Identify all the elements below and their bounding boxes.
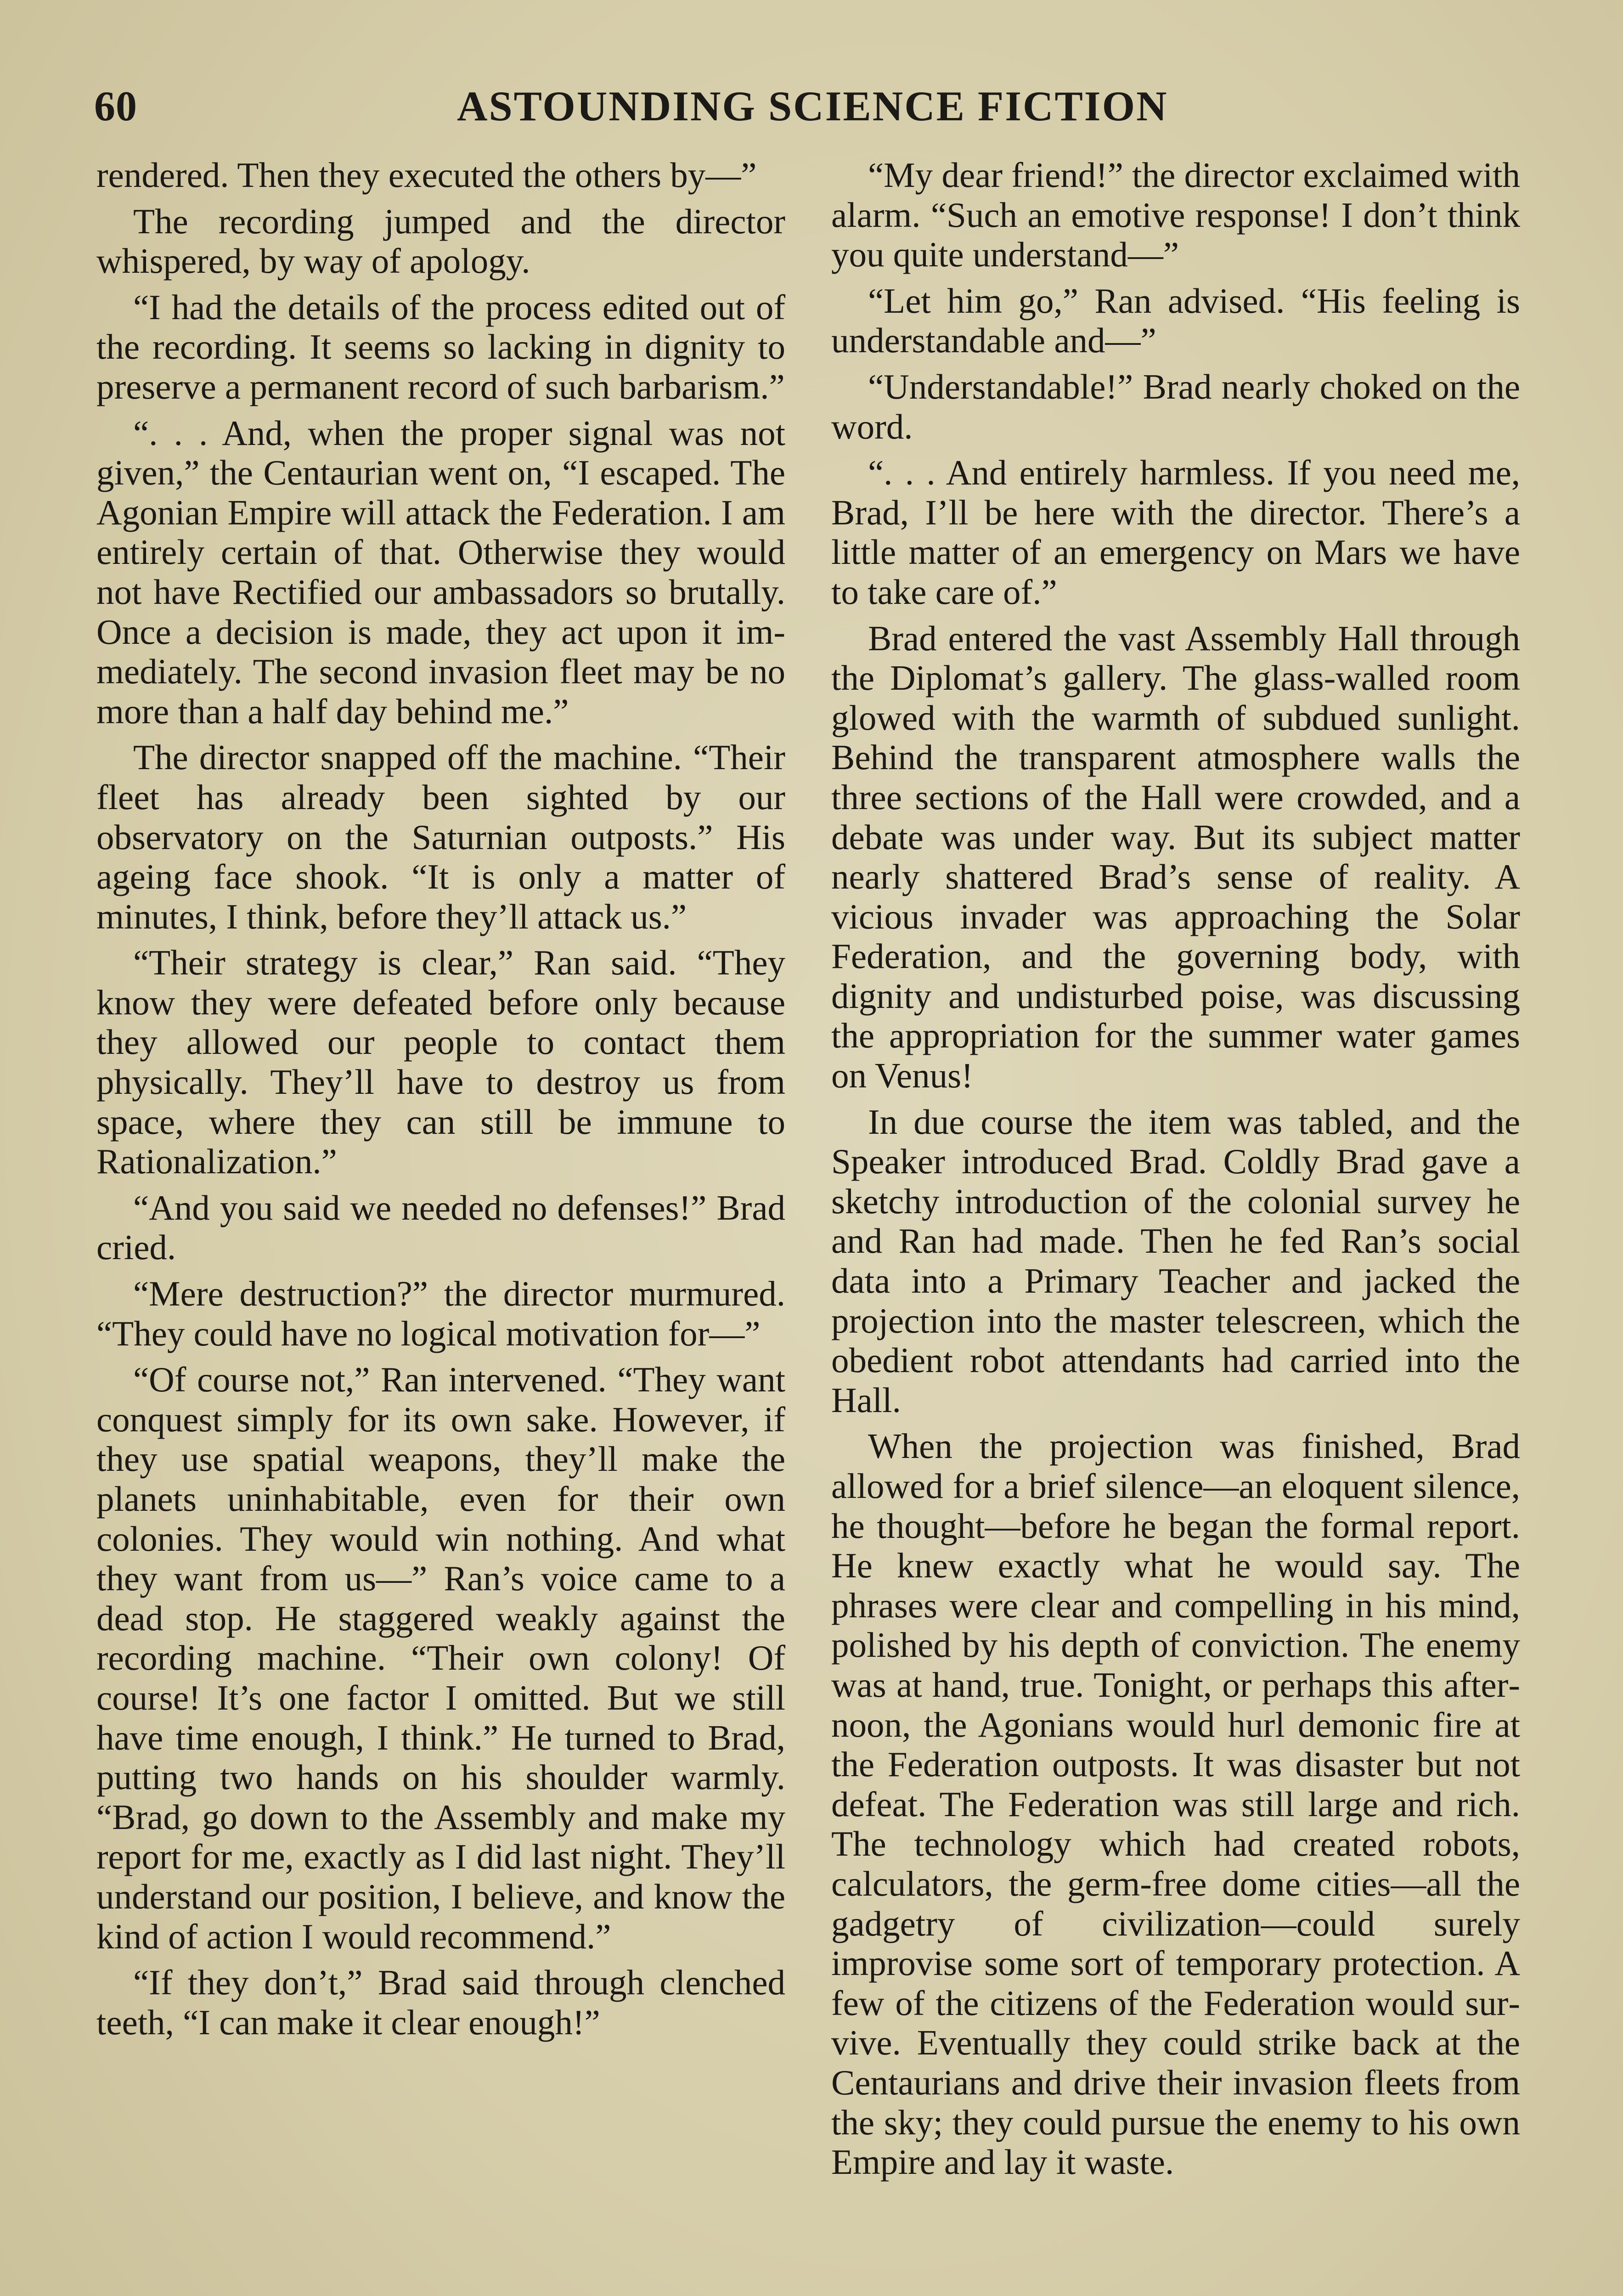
paragraph: “And you said we needed no defenses!” Brad cried.: [96, 1187, 785, 1267]
paragraph: “If they don’t,” Brad said through clenched teeth, “I can make it clear enough!”: [96, 1963, 785, 2042]
paragraph: When the projection was finished, Brad allowed for a brief silence—an eloquent silence, he thought—before he began the formal report. He knew exactly what he would say. The phrases were clear and compelling in his mind, polished by his depth of conviction. The enemy was at hand, true. Tonight, or perhaps this afternoon, the Agonians would hurl demonic fire at the Federation outposts. It was disaster but not defeat. The Federation was still large and rich. The technology which had created robots, calculators, the germ-free dome cities—all the gadgetry of civilization—could surely improvise some sort of temporary protection. A few of the citizens of the Federation would survive. Eventually they could strike back at the Centaurians and drive their invasion fleets from the sky; they could pursue the enemy to his own Empire and lay it waste.: [831, 1426, 1520, 2182]
paragraph: The director snapped off the machine. “Their fleet has already been sighted by our observatory on the Saturnian outposts.” His ageing face shook. “It is only a matter of minutes, I think, before they’ll attack us.”: [96, 737, 785, 936]
paragraph: Brad entered the vast Assembly Hall through the Diplomat’s gallery. The glass-walled room glowed with the warmth of subdued sunlight. Behind the transparent atmosphere walls the three sections of the Hall were crowded, and a debate was under way. But its subject matter nearly shattered Brad’s sense of reality. A vicious invader was approaching the Solar Federation, and the governing body, with dignity and undisturbed poise, was discussing the appropriation for the summer water games on Venus!: [831, 618, 1520, 1096]
paragraph: “. . . And entirely harmless. If you need me, Brad, I’ll be here with the director. There’s a little matter of an emergency on Mars we have to take care of.”: [831, 453, 1520, 612]
paragraph: “Of course not,” Ran intervened. “They want conquest simply for its own sake. However, if they use spatial weapons, they’ll make the planets uninhabitable, even for their own colonies. They would win nothing. And what they want from us—” Ran’s voice came to a dead stop. He staggered weakly against the recording machine. “Their own colony! Of course! It’s one factor I omitted. But we still have time enough, I think.” He turned to Brad, putting two hands on his shoulder warmly. “Brad, go down to the Assembly and make my report for me, exactly as I did last night. They’ll understand our position, I believe, and know the kind of action I would recommend.”: [96, 1360, 785, 1956]
paragraph: “Understandable!” Brad nearly choked on the word.: [831, 366, 1520, 446]
paragraph: “I had the details of the process edited out of the recording. It seems so lacking in dignity to preserve a permanent record of such barbarism.”: [96, 287, 785, 406]
page-number: 60: [94, 83, 137, 129]
paragraph: In due course the item was tabled, and the Speaker introduced Brad. Coldly Brad gave a sketchy introduction of the colonial survey he and Ran had made. Then he fed Ran’s social data into a Primary Teacher and jacked the projection into the master telescreen, which the obedient robot attendants had carried into the Hall.: [831, 1102, 1520, 1420]
paragraph: “Mere destruction?” the director murmured. “They could have no logical motivation for—”: [96, 1274, 785, 1353]
paragraph: The recording jumped and the director whispered, by way of apology.: [96, 201, 785, 281]
paragraph: rendered. Then they executed the others by—”: [96, 155, 757, 195]
running-title: ASTOUNDING SCIENCE FICTION: [457, 83, 1168, 129]
right-column: [831, 155, 1520, 2189]
paragraph: “Let him go,” Ran advised. “His feeling is understandable and—”: [831, 281, 1520, 360]
left-column: [96, 155, 785, 2048]
paragraph: “My dear friend!” the director exclaimed with alarm. “Such an emotive response! I don’t think you quite understand—”: [831, 155, 1520, 275]
page-header: [94, 78, 1532, 133]
paragraph: “. . . And, when the proper signal was not given,” the Centaurian went on, “I escaped. The Agonian Empire will attack the Federation. I am entirely certain of that. Otherwise they would not have Rectified our ambassadors so brutally. Once a decision is made, they act upon it immediately. The second invasion fleet may be no more than a half day behind me.”: [96, 413, 785, 731]
paragraph: “Their strategy is clear,” Ran said. “They know they were defeated before only because they allowed our people to contact them physically. They’ll have to destroy us from space, where they can still be immune to Rationalization.”: [96, 943, 785, 1182]
